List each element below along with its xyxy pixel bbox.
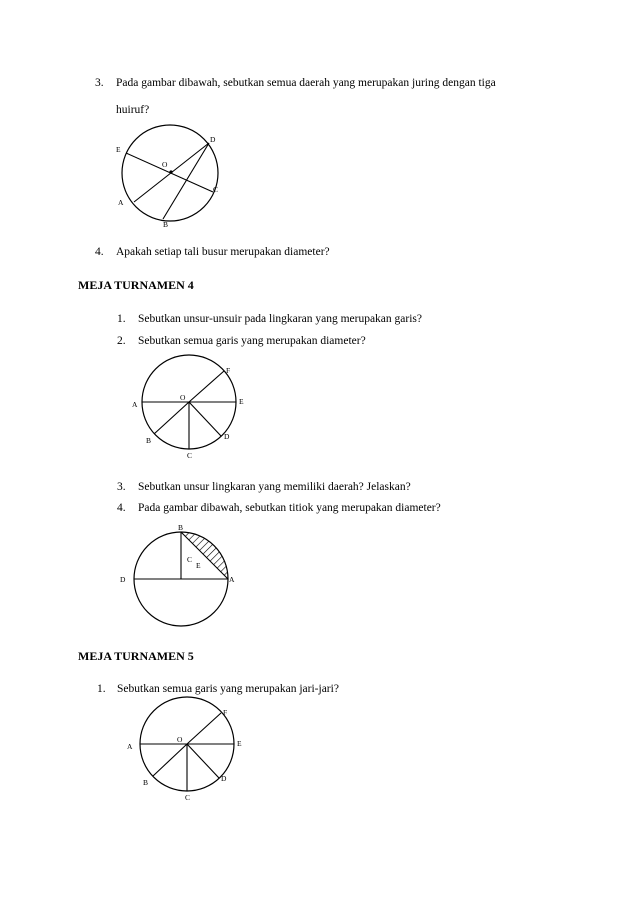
meja4-item1-text: Sebutkan unsur-unsuir pada lingkaran yang merupakan garis? [138,313,422,325]
fig1-center-point [169,170,172,173]
meja4-item2-text: Sebutkan semua garis yang merupakan diameter? [138,335,366,347]
fig2-label-f: F [226,366,231,375]
fig2-radius-od [189,402,221,436]
meja4-item3-text: Sebutkan unsur lingkaran yang memiliki daerah? Jelaskan? [138,481,411,493]
fig3-label-e: E [196,561,201,570]
meja4-item2-number: 2. [117,335,126,347]
fig2-label-e: E [239,397,244,406]
fig1-label-c: C [213,185,219,194]
fig1-label-a: A [118,198,124,207]
fig4-radius-of [187,713,221,744]
fig2-label-d: D [224,432,230,441]
fig1-label-d: D [210,135,216,144]
meja4-item3-number: 3. [117,481,126,493]
meja4-item1-number: 1. [117,313,126,325]
fig1-label-o: O [162,160,168,169]
fig2-label-c: C [187,451,193,460]
circle-figure-1 [116,125,218,229]
fig3-label-d: D [120,575,126,584]
circle-figure-2 [132,355,244,460]
meja5-item1-number: 1. [97,683,106,695]
fig4-label-e: E [237,739,242,748]
q3-number: 3. [95,77,104,89]
fig1-chord-bd [163,143,209,219]
fig4-label-b: B [143,778,149,787]
q3-text-line1: Pada gambar dibawah, sebutkan semua daerah yang merupakan juring dengan tiga [116,77,496,89]
meja5-item1-text: Sebutkan semua garis yang merupakan jari-jari? [117,683,339,695]
fig4-label-a: A [127,742,133,751]
fig2-label-o: O [180,393,186,402]
fig2-label-b: B [146,436,152,445]
fig2-radius-ob [154,402,189,434]
meja4-item4-text: Pada gambar dibawah, sebutkan titiok yang merupakan diameter? [138,502,441,514]
fig4-radius-od [187,744,219,778]
meja4-item4-number: 4. [117,502,126,514]
fig1-label-e: E [116,145,121,154]
circle-figure-4 [127,697,242,802]
fig2-radius-of [189,371,224,402]
fig3-label-a: A [229,575,235,584]
meja4-heading: MEJA TURNAMEN 4 [78,278,194,292]
fig4-label-c: C [185,793,191,802]
fig4-label-o: O [177,735,183,744]
q4-text: Apakah setiap tali busur merupakan diameter? [116,246,330,258]
fig3-label-b: B [178,523,184,532]
q3-text-line2: huiruf? [116,104,150,116]
fig4-label-f: F [223,708,228,717]
fig4-radius-ob [153,744,187,776]
fig3-label-c: C [187,555,193,564]
fig1-label-b: B [163,220,169,229]
fig4-label-d: D [221,774,227,783]
q4-number: 4. [95,246,104,258]
circle-figure-3 [120,523,235,626]
fig2-label-a: A [132,400,138,409]
meja5-heading: MEJA TURNAMEN 5 [78,649,194,663]
